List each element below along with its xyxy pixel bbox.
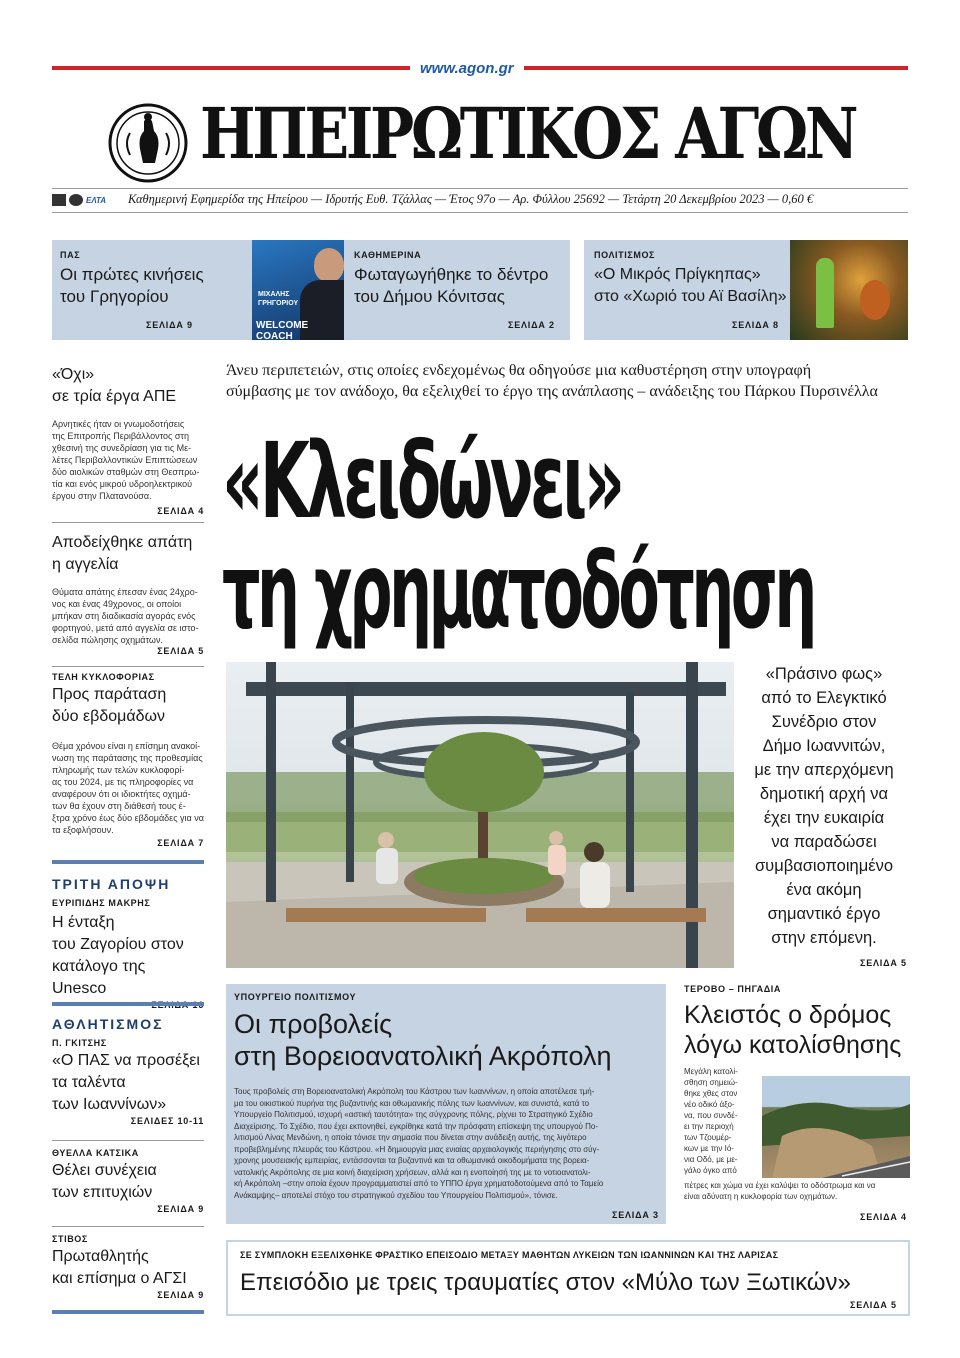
side-title: «Όχι» σε τρία έργα ΑΠΕ xyxy=(52,366,177,405)
card-page: ΣΕΛΙΔΑ 9 xyxy=(146,320,193,330)
side-page: ΣΕΛΙΔΑ 5 xyxy=(157,646,204,656)
landslide-body-tail: πέτρες και χώμα να έχει καλύψει το οδόστρωμα και να είναι αδύνατη η κυκλοφορία των οχημάτων. xyxy=(684,1181,876,1201)
section-rule xyxy=(52,1002,204,1006)
sports-page: ΣΕΛΙΔΑ 9 xyxy=(157,1290,204,1300)
culture-page: ΣΕΛΙΔΑ 3 xyxy=(612,1210,659,1220)
card-kicker: ΠΟΛΙΤΙΣΜΟΣ xyxy=(594,250,656,260)
side-page: ΣΕΛΙΔΑ 7 xyxy=(157,838,204,848)
park-photo[interactable] xyxy=(226,662,734,968)
lead-headline-line1[interactable]: «Κλειδώνει» xyxy=(222,420,622,542)
culture-title: Οι προβολείς στη Βορειοανατολική Ακρόπολη xyxy=(234,1009,612,1071)
sports-section[interactable] xyxy=(52,1016,204,1126)
theater-photo xyxy=(790,240,908,340)
bottom-kicker: ΣΕ ΣΥΜΠΛΟΚΗ ΕΞΕΛΙΧΘΗΚΕ ΦΡΑΣΤΙΚΟ ΕΠΕΙΣΟΔΙΟ ΜΕΤΑΞΥ ΜΑΘΗΤΩΝ ΛΥΚΕΙΩΝ ΤΩΝ ΙΩΑΝΝΙΝΩΝ ΚΑΙ ΤΗΣ ΛΑΡΙΣΑΣ xyxy=(240,1250,779,1260)
info-top-rule xyxy=(52,188,908,189)
card-title: Οι πρώτες κινήσεις του Γρηγορίου xyxy=(60,265,204,306)
sports-title: Θέλει συνέχεια των επιτυχιών xyxy=(52,1162,157,1201)
side-title: Αποδείχθηκε απάτη η αγγελία xyxy=(52,534,193,573)
sports-page: ΣΕΛΙΔΑ 9 xyxy=(157,1204,204,1214)
card-kicker: ΠΑΣ xyxy=(60,250,81,260)
opinion-section[interactable] xyxy=(52,876,204,1010)
culture-story[interactable] xyxy=(226,984,666,1224)
opinion-section-title: ΤΡΙΤΗ ΑΠΟΨΗ xyxy=(52,876,171,892)
side-body: Θέμα χρόνου είναι η επίσημη ανακοί- νωση της παράτασης της προθεσμίας πληρωμής των τελών κυκλοφορί- ας του 2024, με τις πληροφορίες να αναφέρουν ότι οι ιδιοκτήτες οχημά- των θα έχουν στη διάθεσή τους έ- ξτρα χρόνο έως δύο εβδομάδες για να τα εξοφλήσουν. xyxy=(52,741,204,835)
sports-title: «Ο ΠΑΣ να προσέξει τα ταλέντα των Ιωαννίνων» xyxy=(52,1052,200,1113)
section-rule xyxy=(52,1310,204,1314)
lead-page: ΣΕΛΙΔΑ 5 xyxy=(860,958,907,968)
sports-story-thyella[interactable] xyxy=(52,1148,204,1214)
top-card-prince[interactable] xyxy=(584,240,908,340)
culture-kicker: ΥΠΟΥΡΓΕΙΟ ΠΟΛΙΤΙΣΜΟΥ xyxy=(234,992,357,1002)
sports-title: Πρωταθλητής και επίσημα ο ΑΓΣΙ xyxy=(52,1248,187,1287)
lead-headline-line2[interactable]: τη χρηματοδότηση xyxy=(222,530,814,652)
landslide-photo xyxy=(762,1076,910,1178)
side-rule xyxy=(52,1140,204,1141)
sports-kicker: ΘΥΕΛΛΑ ΚΑΤΣΙΚΑ xyxy=(52,1148,139,1158)
card-page: ΣΕΛΙΔΑ 2 xyxy=(508,320,555,330)
welcome-banner: WELCOME COACH xyxy=(256,320,309,340)
newsstand-icon xyxy=(52,194,66,206)
landslide-kicker: ΤΕΡΟΒΟ – ΠΗΓΑΔΙΑ xyxy=(684,984,782,994)
side-title: Προς παράταση δύο εβδομάδων xyxy=(52,686,167,725)
side-story-ape[interactable] xyxy=(52,364,204,516)
landslide-story[interactable] xyxy=(684,984,910,1224)
opinion-title: Η ένταξη του Ζαγορίου στον κατάλογο της Unesco xyxy=(52,914,184,997)
side-body: Αρνητικές ήταν οι γνωμοδοτήσεις της Επιτροπής Περιβάλλοντος στη χθεσινή της συνεδρίαση για τις Με- λέτες Περιβαλλοντικών Επιπτώσεων δύο αιολικών σταθμών στη Θεσπρω- τία και ενός μικρού υδροηλεκτρικού έργου στην Πλατανούσα. xyxy=(52,419,200,501)
info-bottom-rule xyxy=(52,212,908,213)
side-story-fees[interactable] xyxy=(52,672,204,848)
fox-figure xyxy=(860,280,890,320)
website-link[interactable]: www.agon.gr xyxy=(410,60,524,77)
section-rule xyxy=(52,860,204,864)
coach-face xyxy=(314,248,344,282)
side-story-scam[interactable] xyxy=(52,532,204,656)
sports-section-title: ΑΘΛΗΤΙΣΜΟΣ xyxy=(52,1016,164,1032)
top-card-pas[interactable] xyxy=(52,240,328,340)
landslide-body: Μεγάλη κατολί- σθηση σημειώ- θηκε χθες στον νέο οδικό άξο- να, που συνδέ- ει την περιοχή των Τζουμέρ- κων με την Ιό- νια Οδό, με με- γάλο όγκο από xyxy=(684,1067,738,1175)
landslide-page: ΣΕΛΙΔΑ 4 xyxy=(860,1212,907,1222)
lead-caption: «Πράσινο φως» από το Ελεγκτικό Συνέδριο στον Δήμο Ιωαννιτών, με την απερχόμενη δημοτική αρχή να έχει την ευκαιρία να παραδώσει συμβασιοποιημένο ένα ακόμη σημαντικό έργο στην επόμενη. xyxy=(754,665,894,947)
bottom-story[interactable] xyxy=(226,1240,910,1316)
sports-page: ΣΕΛΙΔΕΣ 10-11 xyxy=(130,1116,204,1126)
prince-figure xyxy=(816,258,834,328)
masthead-title: ΗΠΕΙΡΩΤΙΚΟΣ ΑΓΩΝ xyxy=(200,92,856,175)
card-title: «Ο Μικρός Πρίγκηπας» στο «Χωριό του Αϊ Βασίλη» xyxy=(594,266,787,305)
side-body: Θύματα απάτης έπεσαν ένας 24χρο- νος και ένας 49χρονος, οι οποίοι μπήκαν στη διαδικασία αγοράς ενός φορτηγού, μετά από αγγελία σε ιστο- σελίδα πώλησης οχημάτων. xyxy=(52,587,199,645)
side-page: ΣΕΛΙΔΑ 4 xyxy=(157,506,204,516)
sports-story-athletics[interactable] xyxy=(52,1234,204,1300)
side-rule xyxy=(52,1226,204,1227)
card-title: Φωταγωγήθηκε το δέντρο του Δήμου Κόνιτσας xyxy=(354,265,549,306)
side-rule xyxy=(52,666,204,667)
card-page: ΣΕΛΙΔΑ 8 xyxy=(732,320,779,330)
side-kicker: ΤΕΛΗ ΚΥΚΛΟΦΟΡΙΑΣ xyxy=(52,672,155,682)
side-rule xyxy=(52,522,204,523)
bottom-page: ΣΕΛΙΔΑ 5 xyxy=(850,1300,897,1310)
newspaper-seal-logo xyxy=(108,103,188,183)
info-bar: Καθημερινή Εφημερίδα της Ηπείρου — Ιδρυτής Ευθ. Τζάλλας — Έτος 97ο — Αρ. Φύλλου 25692 — Τετάρτη 20 Δεκεμβρίου 2023 — 0,60 € xyxy=(128,192,814,206)
top-card-tree[interactable] xyxy=(344,240,570,340)
info-badges xyxy=(52,192,106,208)
elta-badge: ΕΛΤΑ xyxy=(86,195,107,205)
sports-kicker: Π. ΓΚΙΤΣΗΣ xyxy=(52,1038,107,1048)
coach-name-label: ΜΙΧΑΛΗΣ ΓΡΗΓΟΡΙΟΥ xyxy=(258,291,299,307)
sports-kicker: ΣΤΙΒΟΣ xyxy=(52,1234,88,1244)
park-illustration xyxy=(226,662,734,968)
lead-deck: Άνευ περιπετειών, στις οποίες ενδεχομένως θα οδηγούσε μια καθυστέρηση στην υπογραφή σύμβασης με τον ανάδοχο, θα εξελιχθεί το έργο της ανάπλασης – ανάδειξης του Πάρκου Πυρσινέλλα xyxy=(226,362,878,400)
landslide-title: Κλειστός ο δρόμος λόγω κατολίσθησης xyxy=(684,1001,902,1059)
bottom-title: Επεισόδιο με τρεις τραυματίες στον «Μύλο των Ξωτικών» xyxy=(240,1269,851,1296)
seal-icon xyxy=(69,194,83,206)
card-kicker: ΚΑΘΗΜΕΡΙΝΑ xyxy=(354,250,422,260)
culture-body: Τους προβολείς στη Βορειοανατολική Ακρόπολη του Κάστρου των Ιωαννίνων, η οποία αποτέλεσε τμή- μα του οικιστικού πυρήνα της βυζαντινής και οθωμανικής πόλης των Ιωαννίνων, και συνιστά, κατά το Υπουργείο Πολιτισμού, ισχυρή «αστική ταυτότητα» της σύγχρονης πόλης, ρίχνει το Στρατηγικό Σχέδιο Διαχείρισης. Το Σχέδιο, που έχει εκπονηθεί, εγκρίθηκε κατά την πρόσφατη επίσκεψη της υπουργού Πο- λιτισμού Λίνας Μενδώνη, η οποία τόνισε την σημασία που δίνεται στην ανάδειξη αυτής, της λιγότερο προβεβλημένης πλευράς του Κάστρου. «Η δημιουργία μιας ενιαίας αρχαιολογικής περιήγησης στο σύγ- χρονης μουσειακής εμπειρίας, εντάσσονται τα βυζαντινά και τα οθωμανικά οικοδομήματα της βορεια- νατολικής Ακρόπολης σε μια κοινή διαχείριση χρήσεων, αλλά και η ενοποίησή της με το νοτιοανατολι- κή Ακρόπολη –στην οποία έχουν προγραμματιστεί από το ΥΠΠΟ έργα χρηματοδοτούμενα από το Ταμείο Ανάκαμψης– αποτελεί στόχο του στρατηγικού σχεδίου του Υπουργείου Πολιτισμού», τόνισε. xyxy=(234,1087,604,1200)
opinion-author: ΕΥΡΙΠΙΔΗΣ ΜΑΚΡΗΣ xyxy=(52,898,151,908)
